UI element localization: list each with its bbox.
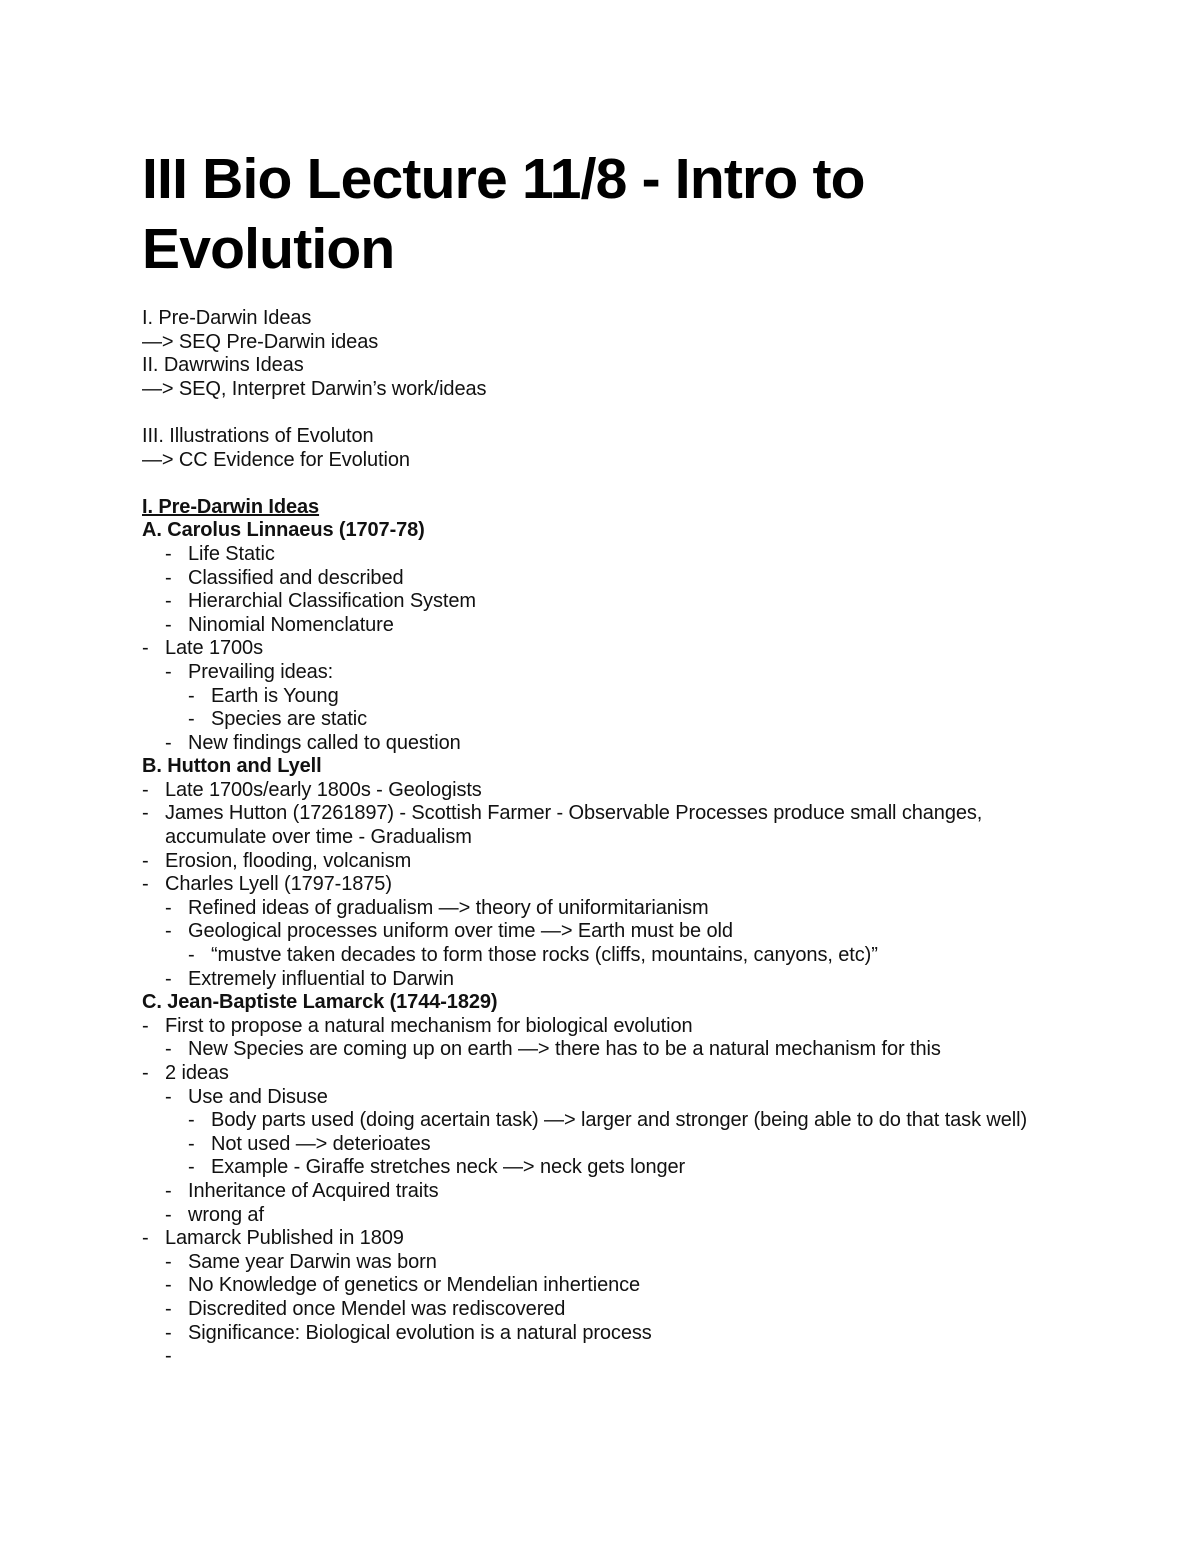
- list-item: - Late 1700s/early 1800s - Geologists: [142, 779, 1082, 803]
- subsection-heading: C. Jean-Baptiste Lamarck (1744-1829): [142, 991, 498, 1014]
- outline-line: II. Dawrwins Ideas: [142, 354, 304, 377]
- list-item: - Extremely influential to Darwin: [165, 968, 1082, 992]
- outline-line: —> SEQ Pre-Darwin ideas: [142, 330, 379, 353]
- subsection-heading: A. Carolus Linnaeus (1707-78): [142, 519, 425, 542]
- subsection-heading: B. Hutton and Lyell: [142, 755, 322, 778]
- list-item: - Late 1700s: [142, 637, 1082, 661]
- outline-line: III. Illustrations of Evoluton: [142, 424, 374, 447]
- list-item: - Not used —> deterioates: [188, 1133, 1082, 1157]
- section-heading: I. Pre-Darwin Ideas: [142, 495, 320, 518]
- list-item: - Discredited once Mendel was rediscovered: [165, 1298, 1082, 1322]
- outline-line: I. Pre-Darwin Ideas: [142, 307, 312, 329]
- list-item: - Same year Darwin was born: [165, 1251, 1082, 1275]
- list-item: - Use and Disuse: [165, 1086, 1082, 1110]
- list-item: - Life Static: [165, 543, 1082, 567]
- list-item: - Inheritance of Acquired traits: [165, 1180, 1082, 1204]
- list-item: - Ninomial Nomenclature: [165, 614, 1082, 638]
- list-item: - James Hutton (17261897) - Scottish Farmer - Observable Processes produce small changes, accumulate over time - Gradualism: [142, 802, 1082, 849]
- list-item: - Example - Giraffe stretches neck —> neck gets longer: [188, 1156, 1082, 1180]
- list-item: - Refined ideas of gradualism —> theory of uniformitarianism: [165, 897, 1082, 921]
- list-item: - New findings called to question: [165, 732, 1082, 756]
- list-item: - New Species are coming up on earth —> there has to be a natural mechanism for this: [165, 1038, 1082, 1062]
- list-item: - wrong af: [165, 1204, 1082, 1228]
- list-item: - No Knowledge of genetics or Mendelian inhertience: [165, 1274, 1082, 1298]
- list-item: - Classified and described: [165, 567, 1082, 591]
- list-item: - Prevailing ideas:: [165, 661, 1082, 685]
- blank-line: [142, 401, 1082, 425]
- list-item: - Earth is Young: [188, 685, 1082, 709]
- document-body: [142, 307, 1082, 1369]
- blank-line: [142, 472, 1082, 496]
- list-item: - 2 ideas: [142, 1062, 1082, 1086]
- list-item: - Significance: Biological evolution is a natural process: [165, 1322, 1082, 1346]
- list-item: - Erosion, flooding, volcanism: [142, 850, 1082, 874]
- list-item: - Charles Lyell (1797-1875): [142, 873, 1082, 897]
- document-title: III Bio Lecture 11/8 - Intro to Evolution: [142, 147, 865, 281]
- list-item: - Lamarck Published in 1809: [142, 1227, 1082, 1251]
- list-item: - “mustve taken decades to form those rocks (cliffs, mountains, canyons, etc)”: [188, 944, 1082, 968]
- outline-line: —> CC Evidence for Evolution: [142, 448, 410, 471]
- empty-list-item: [165, 1345, 1082, 1369]
- outline-line: —> SEQ, Interpret Darwin’s work/ideas: [142, 377, 487, 400]
- list-item: - Geological processes uniform over time —> Earth must be old: [165, 920, 1082, 944]
- list-item: - Hierarchial Classification System: [165, 590, 1082, 614]
- list-item: - Body parts used (doing acertain task) —> larger and stronger (being able to do that task well): [188, 1109, 1082, 1133]
- list-item: - First to propose a natural mechanism for biological evolution: [142, 1015, 1082, 1039]
- list-item: - Species are static: [188, 708, 1082, 732]
